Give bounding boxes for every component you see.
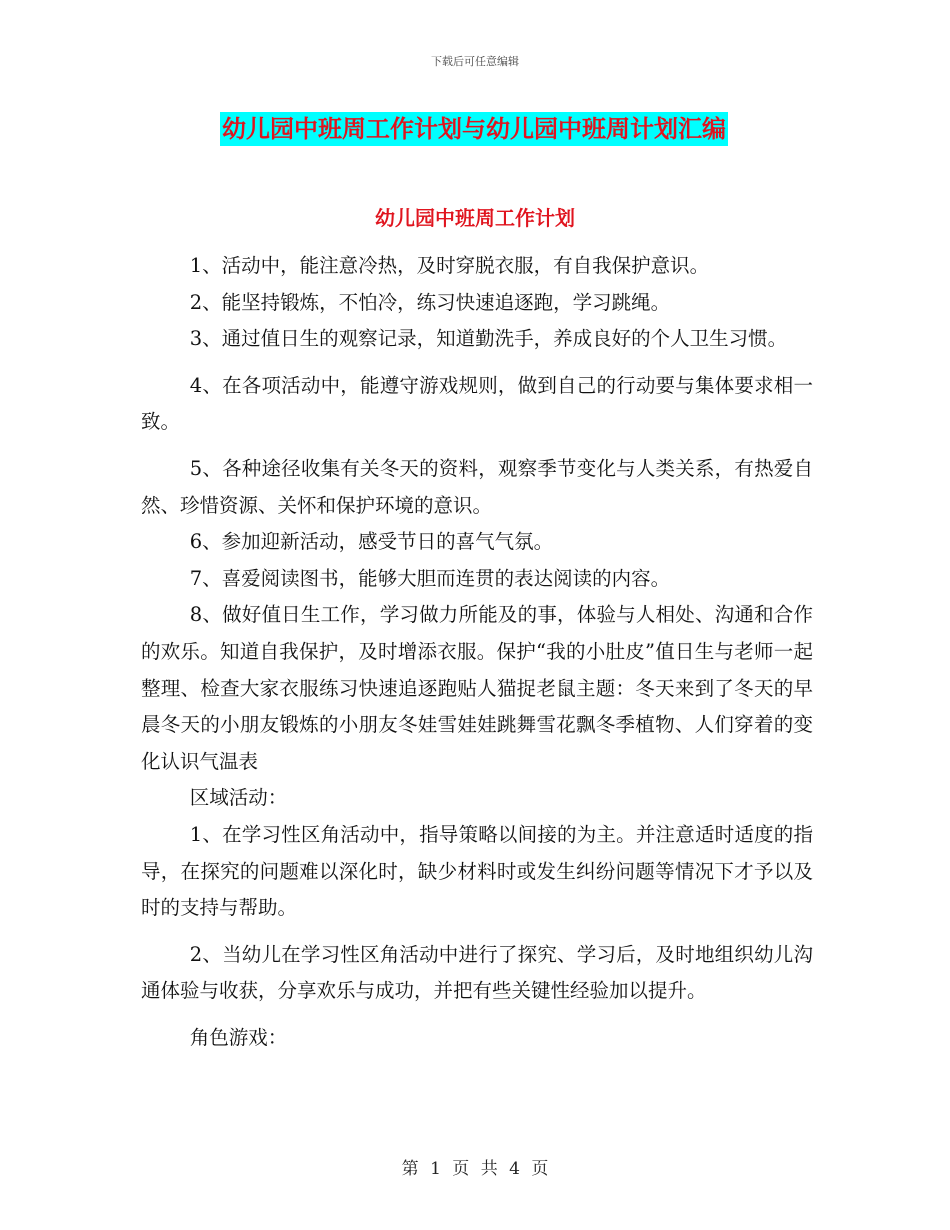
paragraph-4: 4、在各项活动中，能遵守游戏规则，做到自己的行动要与集体要求相一致。	[141, 373, 813, 434]
paragraph-region-1: 1、在学习性区角活动中，指导策略以间接的为主。并注意适时适度的指导，在探究的问题难以深化时，缺少材料时或发生纠纷问题等情况下才予以及时的支持与帮助。	[141, 822, 813, 920]
paragraph-6: 6、参加迎新活动，感受节日的喜气气氛。	[189, 530, 554, 554]
paragraph-2: 2、能坚持锻炼，不怕冷，练习快速追逐跑，学习跳绳。	[189, 290, 671, 314]
header-note: 下载后可任意编辑	[431, 55, 519, 68]
paragraph-region-2: 2、当幼儿在学习性区角活动中进行了探究、学习后，及时地组织幼儿沟通体验与收获，分享欢乐与成功，并把有些关键性经验加以提升。	[141, 942, 813, 1003]
paragraph-5: 5、各种途径收集有关冬天的资料，观察季节变化与人类关系，有热爱自然、珍惜资源、关怀和保护环境的意识。	[141, 456, 813, 517]
document-title: 幼儿园中班周工作计划与幼儿园中班周计划汇编	[220, 112, 728, 146]
paragraph-1: 1、活动中，能注意冷热，及时穿脱衣服，有自我保护意识。	[189, 254, 710, 277]
paragraph-3: 3、通过值日生的观察记录，知道勤洗手，养成良好的个人卫生习惯。	[189, 327, 788, 351]
document-body	[141, 248, 813, 1056]
paragraph-role-play-heading: 角色游戏：	[189, 1025, 288, 1049]
paragraph-8: 8、做好值日生工作，学习做力所能及的事，体验与人相处、沟通和合作的欢乐。知道自我保护，及时增添衣服。保护“我的小肚皮”值日生与老师一起整理、检查大家衣服练习快速追逐跑贴人猫捉老鼠主题：冬天来到了冬天的早晨冬天的小朋友锻炼的小朋友冬娃雪娃娃跳舞雪花飘冬季植物、人们穿着的变化认识气温表	[141, 603, 813, 773]
paragraph-region-activity-heading: 区域活动：	[189, 786, 288, 810]
section-title: 幼儿园中班周工作计划	[375, 206, 575, 230]
paragraph-7: 7、喜爱阅读图书，能够大胆而连贯的表达阅读的内容。	[189, 566, 671, 590]
page-footer: 第 1 页 共 4 页	[401, 1159, 549, 1179]
